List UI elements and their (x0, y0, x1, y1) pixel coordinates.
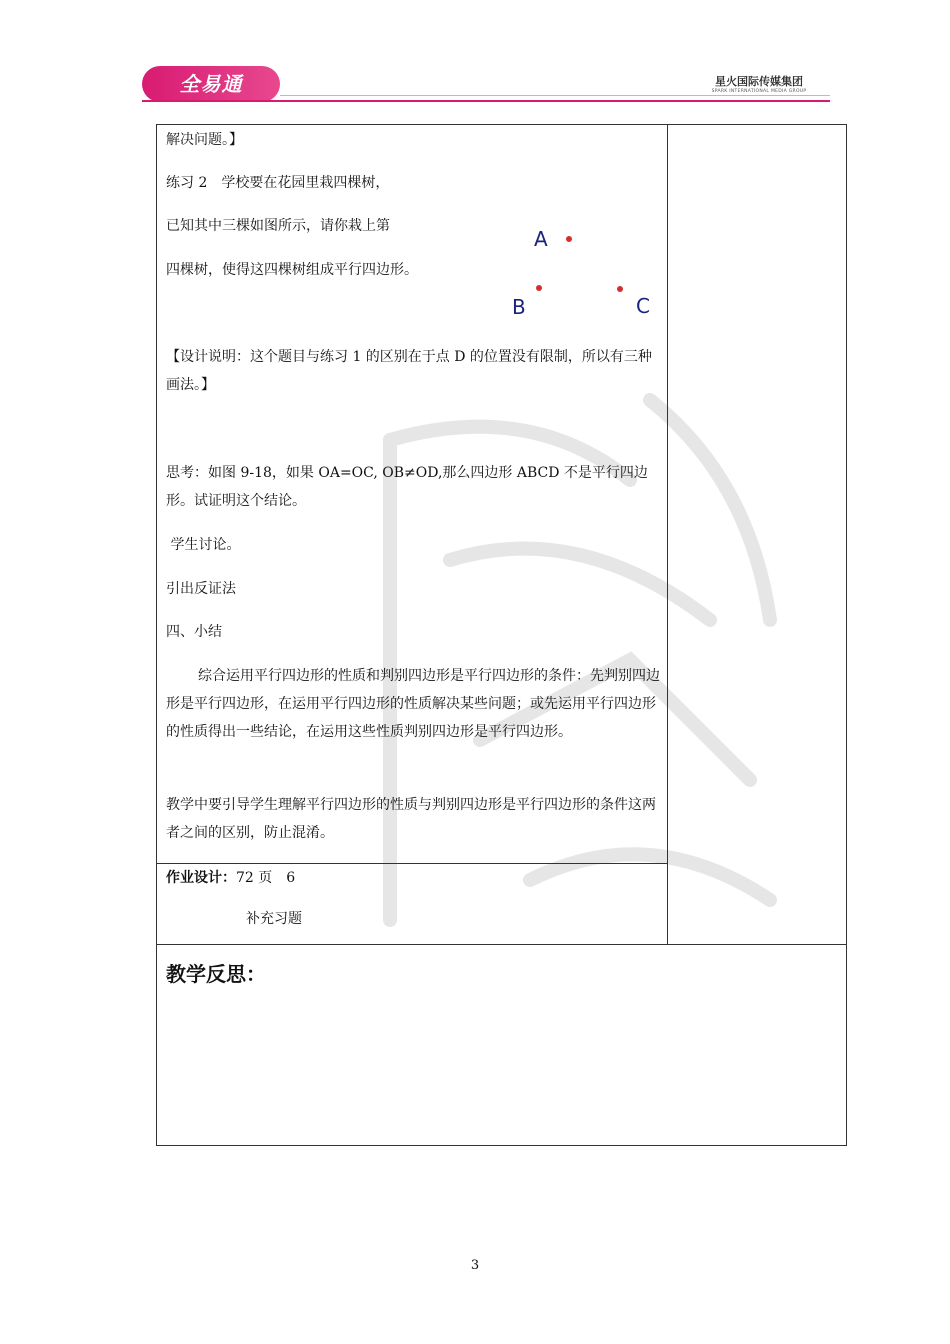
table-divider-reflection (156, 944, 847, 945)
section-heading-summary: 四、小结 (166, 624, 222, 640)
paragraph-thinking: 思考：如图 9-18，如果 OA=OC, OB≠OD,那么四边形 ABCD 不是平行四边形。试证明这个结论。 (166, 465, 648, 509)
paragraph-design-note: 【设计说明：这个题目与练习 1 的区别在于点 D 的位置没有限制，所以有三种画法。】 (166, 349, 652, 393)
paragraph-exercise-2-line3: 四棵树，使得这四棵树组成平行四边形。 (166, 262, 418, 278)
homework-extra: 补充习题 (246, 911, 302, 927)
point-label-b: B (512, 295, 526, 319)
reflection-heading: 教学反思： (166, 962, 266, 986)
paragraph-teaching-note: 教学中要引导学生理解平行四边形的性质与判别四边形是平行四边形的条件这两者之间的区别，防止混淆。 (166, 797, 656, 841)
page-number: 3 (470, 1258, 480, 1273)
homework-label: 作业设计： (166, 870, 236, 886)
table-divider-vertical (667, 124, 668, 945)
homework-line (166, 864, 660, 892)
header-line-gray (280, 95, 830, 96)
paragraph-exercise-2-line2: 已知其中三棵如图所示，请你栽上第 (166, 218, 390, 234)
paragraph-discussion: 学生讨论。 (166, 537, 241, 553)
point-label-c: C (636, 294, 650, 318)
paragraph-solve-problem: 解决问题。】 (166, 132, 243, 148)
brand-name-cn: 星火国际传媒集团 (715, 75, 803, 88)
point-dot-c (617, 286, 623, 292)
point-dot-a (566, 236, 572, 242)
paragraph-contradiction: 引出反证法 (166, 581, 236, 597)
header-line-pink (142, 100, 830, 102)
homework-value: 72 页 6 (236, 870, 296, 886)
paragraph-summary: 综合运用平行四边形的性质和判别四边形是平行四边形的条件：先判别四边形是平行四边形，在运用平行四边形的性质解决某些问题；或先运用平行四边形的性质得出一些结论，在运用这些性质判别四边形是平行四边形。 (166, 668, 660, 740)
point-dot-b (536, 285, 542, 291)
header-logo: 全易通 (142, 66, 280, 102)
brand-name-en: SPARK INTERNATIONAL MEDIA GROUP (711, 89, 807, 94)
header-brand (709, 73, 809, 94)
point-label-a: A (534, 227, 548, 251)
paragraph-exercise-2: 练习 2 学校要在花园里栽四棵树， (166, 175, 390, 191)
